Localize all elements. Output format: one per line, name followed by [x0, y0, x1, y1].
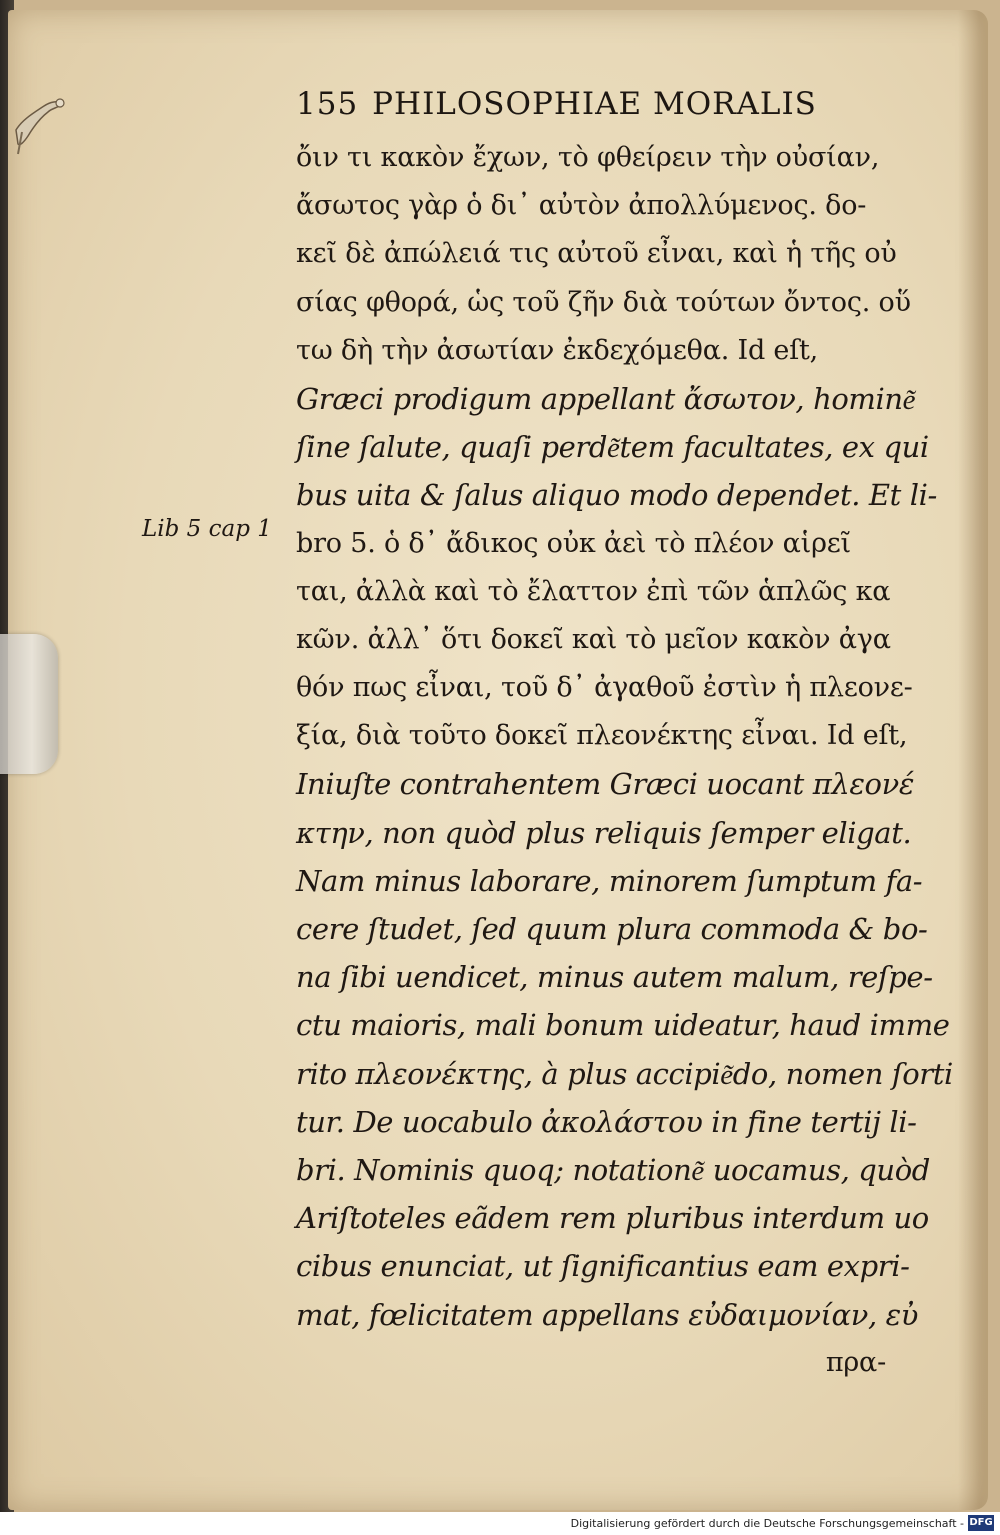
text-line: Nam minus laborare, minorem ſumptum fa-: [296, 863, 923, 898]
text-line: cere ſtudet, ſed quum plura commoda & bo-: [296, 912, 928, 946]
text-line: Ariſtoteles eãdem rem pluribus interdum uo: [296, 1201, 929, 1236]
text-line: tur. De uocabulo ἀκολάστου in fine tertij li-: [296, 1104, 917, 1139]
page-number: 155: [296, 86, 359, 122]
text-block: [296, 134, 953, 1387]
dfg-logo: DFG: [968, 1515, 994, 1531]
text-line: κεῖ δὲ ἀπώλειά τις αὐτοῦ εἶναι, καὶ ἡ τῆς οὐ: [296, 238, 897, 270]
running-head: [296, 86, 876, 128]
footer-credit: Digitalisierung gefördert durch die Deutsche Forschungsgemeinschaft -: [570, 1517, 964, 1530]
text-line: ξία, διὰ τοῦτο δοκεῖ πλεονέκτης εἶναι. Id eſt,: [296, 720, 908, 752]
running-head-title: PHILOSOPHIAE MORALIS: [372, 86, 817, 122]
text-line: ctu maioris, mali bonum uideatur, haud imme: [296, 1008, 950, 1043]
clasp-holder: [0, 634, 58, 774]
marginal-note: Lib 5 cap 1: [142, 516, 272, 542]
text-line: θόν πως εἶναι, τοῦ δ᾽ ἀγαθοῦ ἐστὶν ἡ πλεονε-: [296, 672, 913, 704]
text-line: bro 5. ὁ δ᾽ ἄδικος οὐκ ἀεὶ τὸ πλέον αἱρεῖ: [296, 527, 851, 559]
text-line: κῶν. ἀλλ᾽ ὅτι δοκεῖ καὶ τὸ μεῖον κακὸν ἀγα: [296, 623, 891, 655]
text-line: κτην, non quòd plus reliquis ſemper eligat.: [296, 815, 912, 850]
text-line: ὄιν τι κακὸν ἔχων, τὸ φθείρειν τὴν οὐσίαν,: [296, 142, 880, 173]
text-line: Græci prodigum appellant ἄσωτον, homine͂: [296, 381, 916, 416]
text-line: rito πλεονέκτης, à plus accipie͂do, nomen ſorti: [296, 1056, 953, 1091]
text-line: cibus enunciat, ut ſignificantius eam expri-: [296, 1249, 910, 1284]
text-line: bus uita & ſalus aliquo modo dependet. Et li-: [296, 478, 937, 513]
text-line: ἄσωτος γὰρ ὁ δι᾽ αὐτὸν ἀπολλύμενος. δο-: [296, 190, 867, 222]
text-line: bri. Nominis quoq; notatione͂ uocamus, quòd: [296, 1152, 930, 1187]
text-line: na ſibi uendicet, minus autem malum, reſpe-: [296, 960, 933, 995]
text-line: Iniuſte contrahentem Græci uocant πλεονέ: [296, 767, 914, 802]
pin-icon: [8, 92, 68, 162]
catchword: πρα-: [825, 1346, 886, 1378]
text-line: mat, fœlicitatem appellans εὐδαιμονίαν, εὐ: [296, 1297, 918, 1332]
page-edge-shadow: [958, 10, 988, 1510]
text-line: ſine ſalute, quaſi perde͂tem facultates, ex qui: [296, 430, 929, 465]
text-line: ται, ἀλλὰ καὶ τὸ ἔλαττον ἐπὶ τῶν ἁπλῶς κα: [296, 575, 891, 607]
text-line: σίας φθορά, ὡς τοῦ ζῆν διὰ τούτων ὄντος. οὕ: [296, 286, 911, 318]
text-line: τω δὴ τὴν ἀσωτίαν ἐκδεχόμεθα. Id eſt,: [296, 334, 819, 366]
